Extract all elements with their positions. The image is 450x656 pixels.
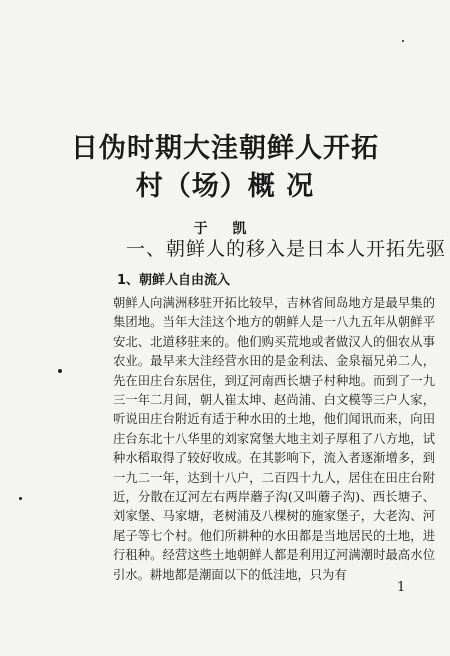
article-title-line-2: 村（场）概 况	[135, 171, 315, 202]
page-number: 1	[397, 580, 406, 595]
body-paragraph: 朝鲜人向满洲移驻开拓比较早，吉林省间岛地方是最早集的集团地。当年大洼这个地方的朝鲜人是一八九五年从朝鲜平安北、北道移驻来的。他们购买荒地或者做汉人的佃农从事农业。最早来大洼经营水田的是金利法、金泉福兄弟二人，先在田庄台东居住，到辽河南西长塘子村种地。而到了一九三一年二月间，朝人崔太坤、赵尚浦、白文模等三户人家，听说田庄台附近有适于种水田的土地，他们闻讯而来，向田庄台东北十八华里的刘家窝堡大地主刘子厚租了八方地，试种水稻取得了较好收成。在其影响下，流入者逐渐增多，到一九二一年，达到十八户，二百四十九人，居住在田庄台附近，分散在辽河左右两岸蘑子沟(又叫蘑子沟)、西长塘子、刘家堡、马家塘，老树浦及八棵树的施家堡子，大老沟、河尾子等七个村。他们所耕种的水田都是当地居民的土地，进行租种。经营这些土地朝鲜人都是利用辽河满潮时最高水位引水。耕地都是潮面以下的低洼地，只为有	[113, 296, 435, 582]
subsection-heading: 1、朝鲜人自由流入	[117, 273, 231, 288]
section-heading: 一、朝鲜人的移入是日本人开拓先驱	[126, 238, 447, 260]
author-name: 于 凯	[193, 221, 257, 237]
scan-speck	[402, 40, 404, 42]
article-title-line-1: 日伪时期大洼朝鲜人开拓	[71, 133, 379, 164]
scan-speck	[58, 369, 62, 373]
scan-speck	[19, 497, 22, 500]
